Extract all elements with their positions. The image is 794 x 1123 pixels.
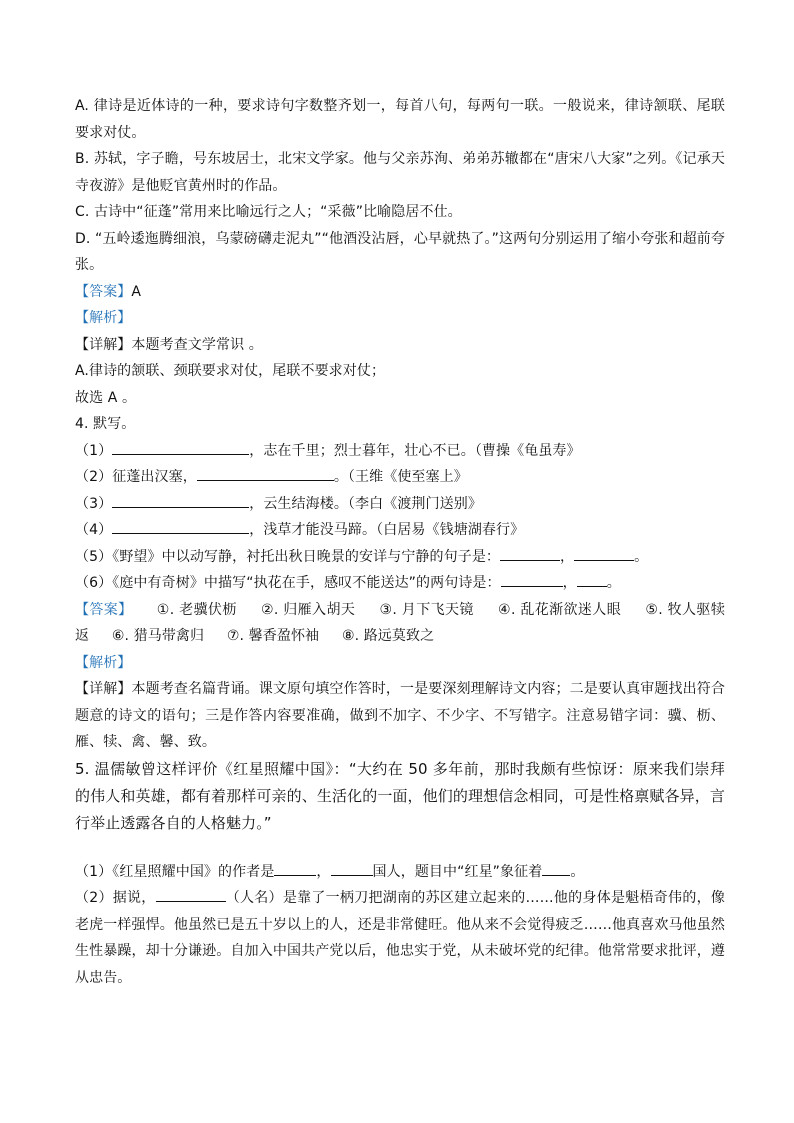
q3-option-b: B. 苏轼，字子瞻，号东坡居士，北宋文学家。他与父亲苏洵、弟弟苏辙都在“唐宋八大家”之列。《记承天寺夜游》是他贬官黄州时的作品。 bbox=[75, 151, 725, 194]
fill-blank[interactable] bbox=[112, 440, 249, 455]
item-number: （3） bbox=[75, 495, 113, 512]
analysis-tag: 【解析】 bbox=[75, 310, 132, 326]
q3-explain: A.律诗的颔联、颈联要求对仗，尾联不要求对仗； bbox=[75, 363, 386, 379]
item-text: 。 bbox=[634, 548, 649, 565]
detail-tag: 【详解】 bbox=[75, 336, 132, 353]
q5-intro: 5. 温儒敏曾这样评价《红星照耀中国》：“大约在 50 多年前，那时我颇有些惊讶：原来我们崇拜的伟人和英雄，都有着那样可亲的、生活化的一面，他们的理想信念相同，可是性格禀赋各异，言行举止透露各自的人格魅力。” bbox=[75, 759, 725, 832]
q3-option-d: D. “五岭逶迤腾细浪，乌蒙磅礴走泥丸”“他酒没沾唇，心早就热了。”这两句分别运用了缩小夸张和超前夸张。 bbox=[75, 230, 725, 273]
fill-blank[interactable] bbox=[577, 572, 607, 587]
answer-item: ⑤. 牧人驱犊返 bbox=[75, 601, 725, 644]
q4-title: 4. 默写。 bbox=[75, 416, 136, 432]
item-text: 据说， bbox=[112, 890, 156, 906]
detail-text: 本题考查文学常识 。 bbox=[131, 336, 263, 353]
fill-blank[interactable] bbox=[156, 887, 226, 902]
fill-blank[interactable] bbox=[542, 861, 570, 876]
q4-item-4 bbox=[75, 517, 725, 544]
item-text: 《庭中有奇树》中描写“执花在手，感叹不能送达”的两句诗是： bbox=[112, 575, 501, 591]
q4-analysis-tag bbox=[75, 650, 725, 677]
q3-conclusion: 故选 A 。 bbox=[75, 389, 137, 406]
q4-item-1 bbox=[75, 438, 725, 465]
fill-blank[interactable] bbox=[331, 861, 373, 876]
item-text: ， bbox=[562, 575, 577, 591]
detail-text: 本题考查名篇背诵。课文原句填空作答时，一是要深刻理解诗文内容；二是要认真审题找出符合题意的诗文的语句；三是作答内容要准确，做到不加字、不少字、不写错字。注意易错字词：骥、枥、雁、犊、禽、馨、致。 bbox=[75, 681, 725, 750]
item-text: ，浅草才能没马蹄。（白居易《钱塘湖春行》 bbox=[249, 522, 525, 538]
fill-blank[interactable] bbox=[112, 493, 249, 508]
fill-blank[interactable] bbox=[501, 572, 563, 587]
answer-item: ②. 归雁入胡天 bbox=[260, 601, 356, 618]
item-text: ， bbox=[560, 548, 575, 565]
answer-item: ⑧. 路远莫致之 bbox=[341, 628, 435, 644]
answer-item: ①. 老骥伏枥 bbox=[156, 601, 237, 618]
item-number: （4） bbox=[75, 522, 113, 538]
q3-analysis-tag bbox=[75, 305, 725, 332]
item-number: （6） bbox=[75, 575, 113, 591]
fill-blank[interactable] bbox=[574, 546, 634, 561]
fill-blank[interactable] bbox=[274, 861, 316, 876]
q4-item-2 bbox=[75, 464, 725, 491]
answer-item: ④. 乱花渐欲迷人眼 bbox=[498, 601, 622, 618]
q3-answer bbox=[75, 279, 725, 306]
answer-tag: 【答案】 bbox=[75, 601, 133, 618]
item-text: （人名）是靠了一柄刀把湖南的苏区建立起来的……他的身体是魁梧奇伟的，像老虎一样强悍。他虽然已是五十岁以上的人，还是非常健旺。他从来不会觉得疲乏……他真喜欢马他虽然生性暴躁，却十分谦逊。自加入中国共产党以后，他忠实于党，从未破坏党的纪律。他常常要求批评，遵从忠告。 bbox=[75, 890, 725, 986]
item-text: 国人，题目中“红星”象征着 bbox=[372, 863, 543, 880]
q5-sub-1 bbox=[75, 859, 725, 886]
answer-value: A bbox=[131, 283, 142, 300]
fill-blank[interactable] bbox=[197, 466, 334, 481]
answer-item: ⑦. 馨香盈怀袖 bbox=[226, 628, 320, 644]
item-text: 《红星照耀中国》的作者是 bbox=[112, 863, 275, 880]
q3-option-a: A. 律诗是近体诗的一种，要求诗句字数整齐划一，每首八句，每两句一联。一般说来，律诗颔联、尾联要求对仗。 bbox=[75, 98, 725, 141]
q5-sub-2 bbox=[75, 885, 725, 991]
q4-item-6 bbox=[75, 570, 725, 597]
q3-detail bbox=[75, 332, 725, 359]
item-text: 。（王维《使至塞上》 bbox=[333, 469, 468, 485]
q3-option-c: C. 古诗中“征蓬”常用来比喻远行之人；“采薇”比喻隐居不仕。 bbox=[75, 204, 462, 220]
item-number: （2） bbox=[75, 890, 113, 906]
fill-blank[interactable] bbox=[500, 546, 560, 561]
item-text: 。 bbox=[606, 575, 621, 591]
fill-blank[interactable] bbox=[112, 519, 249, 534]
item-text: 。 bbox=[570, 863, 585, 880]
item-number: （2） bbox=[75, 469, 113, 485]
answer-item: ③. 月下飞天镜 bbox=[379, 601, 474, 618]
q4-item-5 bbox=[75, 544, 725, 571]
answer-item: ⑥. 猎马带禽归 bbox=[111, 628, 205, 644]
item-number: （1） bbox=[75, 442, 113, 459]
item-text: 征蓬出汉塞， bbox=[112, 469, 197, 485]
item-text: ，志在千里；烈士暮年，壮心不已。（曹操《龟虽寿》 bbox=[249, 442, 581, 459]
document-page bbox=[75, 93, 725, 991]
item-text: ， bbox=[316, 863, 331, 880]
q4-detail bbox=[75, 676, 725, 756]
q4-item-3 bbox=[75, 491, 725, 518]
answer-tag: 【答案】 bbox=[75, 283, 132, 300]
item-number: （1） bbox=[75, 863, 113, 880]
analysis-tag: 【解析】 bbox=[75, 654, 132, 671]
item-number: （5） bbox=[75, 548, 113, 565]
item-text: 《野望》中以动写静，衬托出秋日晚景的安详与宁静的句子是： bbox=[112, 548, 501, 565]
detail-tag: 【详解】 bbox=[75, 681, 132, 697]
item-text: ，云生结海楼。（李白《渡荆门送别》 bbox=[249, 495, 482, 512]
q4-answer bbox=[75, 597, 725, 650]
